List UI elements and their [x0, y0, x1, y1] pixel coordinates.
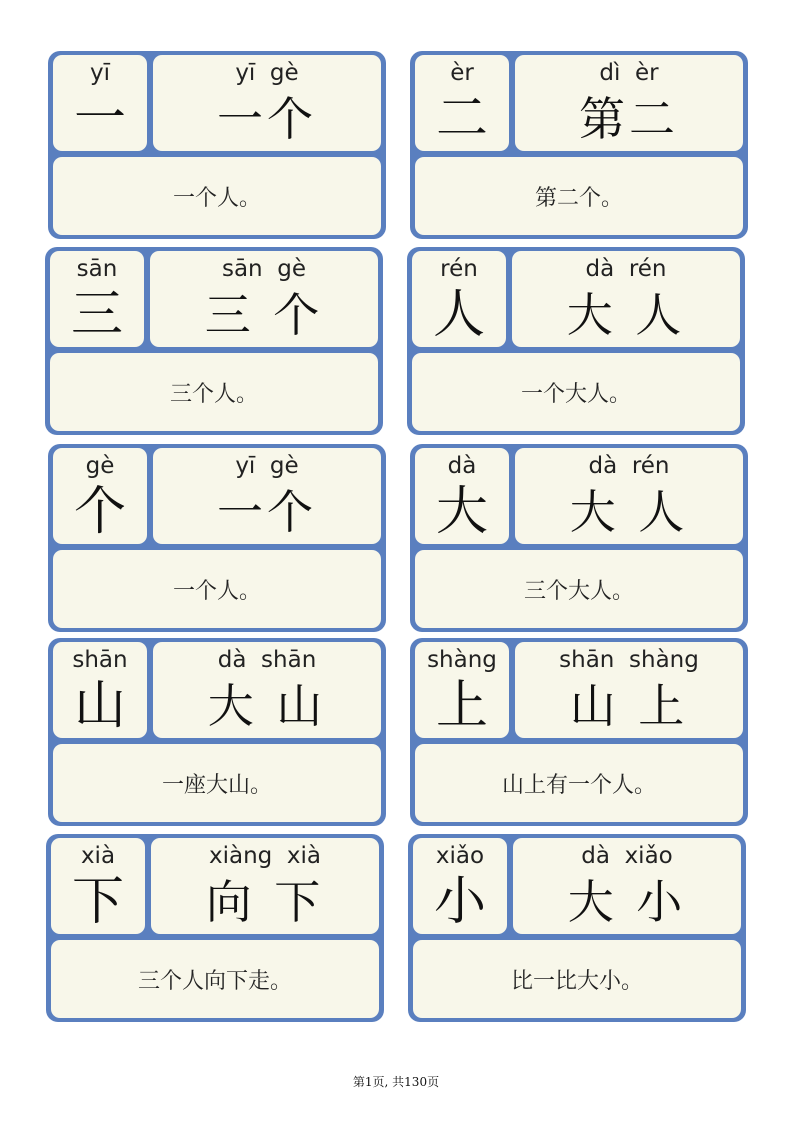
word-pinyin: shān shàng: [559, 647, 699, 673]
word: 大 小: [567, 875, 687, 929]
word: 第二: [579, 92, 679, 146]
word-pinyin: sān gè: [221, 256, 307, 282]
character: 人: [432, 285, 485, 345]
word-pinyin: yī gè: [235, 60, 299, 86]
word: 一个: [217, 92, 317, 146]
character-pinyin: xià: [80, 843, 116, 869]
character-cell: [415, 448, 509, 544]
character: 下: [71, 872, 124, 932]
character-cell: [415, 55, 509, 151]
sentence-cell: [413, 940, 741, 1018]
sentence-cell: [412, 353, 740, 431]
flashcard-ge: [48, 444, 386, 632]
character-cell: [412, 251, 506, 347]
word: 一个: [217, 485, 317, 539]
character-pinyin: sān: [76, 256, 118, 282]
word-cell: [512, 251, 740, 347]
word: 三 个: [204, 288, 324, 342]
character: 小: [433, 872, 486, 932]
flashcard-shang: [410, 638, 748, 826]
flashcard-xiao: [408, 834, 746, 1022]
character: 三: [70, 285, 123, 345]
character-cell: [53, 642, 147, 738]
sentence-cell: [51, 940, 379, 1018]
character-cell: [413, 838, 507, 934]
sentence: 山上有一个人。: [501, 772, 656, 798]
sentence: 一个人。: [172, 185, 261, 211]
flashcard-xia: [46, 834, 384, 1022]
character: 二: [435, 89, 488, 149]
sentence: 一座大山。: [161, 772, 272, 798]
character-pinyin: gè: [85, 453, 115, 479]
word-pinyin: yī gè: [235, 453, 299, 479]
character-pinyin: xiǎo: [435, 843, 485, 869]
word: 大 人: [566, 288, 686, 342]
sentence: 第二个。: [534, 185, 623, 211]
sentence-cell: [53, 744, 381, 822]
flashcard-san: [45, 247, 383, 435]
word-pinyin: dà rén: [588, 453, 670, 479]
sentence: 一个人。: [172, 578, 261, 604]
character-cell: [50, 251, 144, 347]
word: 山 上: [569, 679, 689, 733]
character-cell: [415, 642, 509, 738]
flashcard-er: [410, 51, 748, 239]
word-cell: [153, 642, 381, 738]
sentence-cell: [415, 744, 743, 822]
sentence: 三个人向下走。: [137, 968, 292, 994]
sentence-cell: [53, 157, 381, 235]
character: 大: [435, 482, 488, 542]
character-pinyin: yī: [89, 60, 110, 86]
word-pinyin: dà shān: [217, 647, 317, 673]
character: 山: [73, 676, 126, 736]
sentence: 一个大人。: [520, 381, 631, 407]
sentence: 三个大人。: [523, 578, 634, 604]
word-cell: [513, 838, 741, 934]
character: 上: [435, 676, 488, 736]
word-pinyin: dì èr: [599, 60, 659, 86]
word-pinyin: dà xiǎo: [581, 843, 673, 869]
word: 大 人: [569, 485, 689, 539]
flashcard-shan: [48, 638, 386, 826]
sentence-cell: [415, 550, 743, 628]
character-cell: [53, 55, 147, 151]
character-pinyin: dà: [447, 453, 477, 479]
flashcard-yi: [48, 51, 386, 239]
character: 一: [73, 89, 126, 149]
word-cell: [153, 448, 381, 544]
word-pinyin: dà rén: [585, 256, 667, 282]
sentence-cell: [50, 353, 378, 431]
word-cell: [151, 838, 379, 934]
character-pinyin: shàng: [427, 647, 497, 673]
sentence: 比一比大小。: [510, 968, 643, 994]
character-cell: [53, 448, 147, 544]
word-cell: [515, 55, 743, 151]
word-cell: [515, 448, 743, 544]
word: 大 山: [207, 679, 327, 733]
sentence-cell: [415, 157, 743, 235]
flashcard-da: [410, 444, 748, 632]
word-cell: [515, 642, 743, 738]
sentence: 三个人。: [169, 381, 258, 407]
word-cell: [150, 251, 378, 347]
word-pinyin: xiàng xià: [209, 843, 321, 869]
sentence-cell: [53, 550, 381, 628]
character: 个: [73, 482, 126, 542]
page-footer: 第1页, 共130页: [352, 1075, 440, 1089]
word-cell: [153, 55, 381, 151]
character-pinyin: rén: [440, 256, 478, 282]
flashcard-ren: [407, 247, 745, 435]
word: 向 下: [205, 875, 325, 929]
character-pinyin: èr: [450, 60, 474, 86]
character-cell: [51, 838, 145, 934]
character-pinyin: shān: [72, 647, 128, 673]
